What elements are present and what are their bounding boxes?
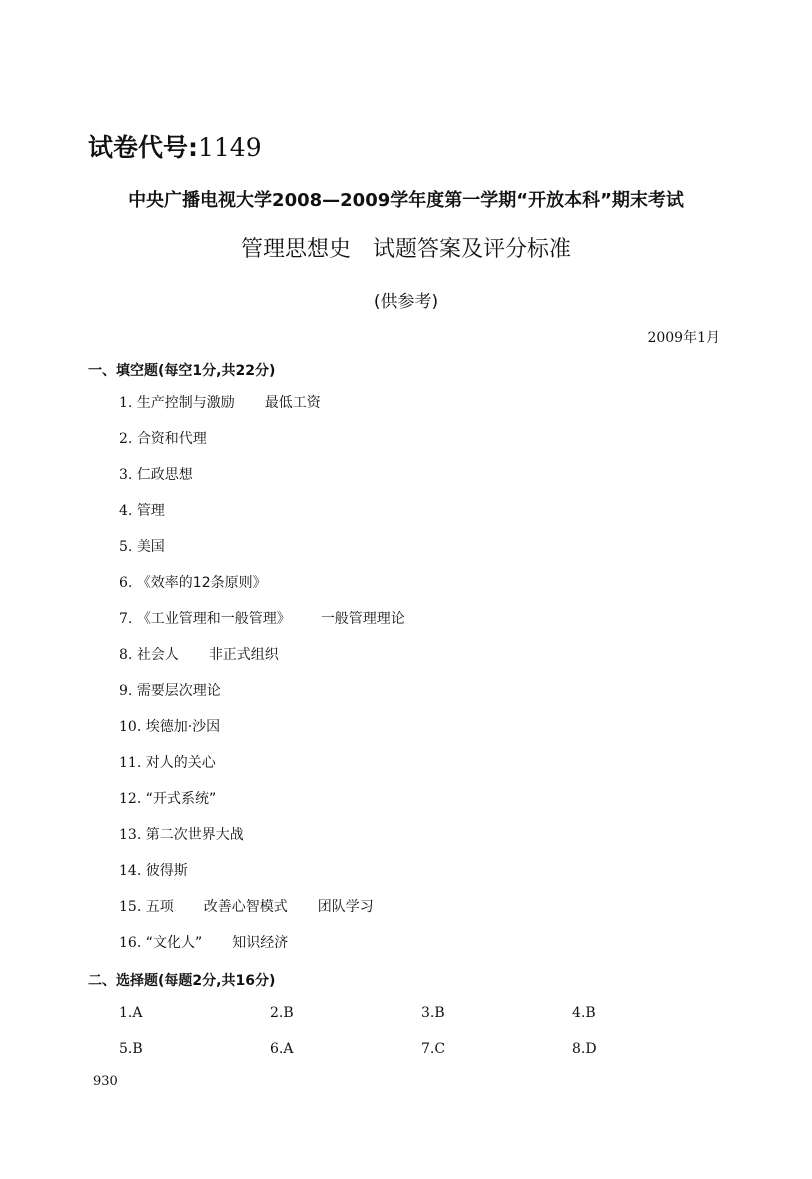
section-heading-fill-in: 一、填空题(每空1分,共22分) (88, 363, 276, 379)
document-date: 2009年1月 (647, 330, 720, 346)
answer-text: 最低工资 (264, 395, 321, 411)
answer-item (119, 573, 405, 609)
choice-answer: 8.D (572, 1041, 597, 1057)
answer-text: “开式系统” (145, 791, 217, 807)
answer-text: 需要层次理论 (136, 683, 221, 699)
answer-item (119, 933, 405, 969)
answer-text: 团队学习 (317, 899, 374, 915)
answer-item (119, 861, 405, 897)
answer-item (119, 789, 405, 825)
answer-number: 15. (119, 899, 142, 915)
answer-number: 5. (119, 539, 133, 555)
answer-number: 2. (119, 431, 133, 447)
document-subtitle: (供参考) (373, 292, 439, 312)
choice-answer-grid (119, 1005, 739, 1077)
answer-item (119, 825, 405, 861)
answer-item (119, 465, 405, 501)
fill-in-answer-list (119, 393, 405, 969)
answer-text: 美国 (136, 539, 165, 555)
answer-text: 《效率的12条原则》 (136, 575, 267, 591)
answer-number: 6. (119, 575, 133, 591)
answer-number: 7. (119, 611, 133, 627)
answer-item (119, 897, 405, 933)
choice-answer: 7.C (421, 1041, 446, 1057)
answer-number: 16. (119, 935, 142, 951)
answer-text: 社会人 (136, 647, 179, 663)
answer-text: 合资和代理 (136, 431, 207, 447)
answer-text: 一般管理理论 (320, 611, 405, 627)
answer-text: 对人的关心 (145, 755, 216, 771)
answer-item (119, 681, 405, 717)
answer-number: 1. (119, 395, 133, 411)
answer-number: 8. (119, 647, 133, 663)
answer-text: 彼得斯 (145, 863, 188, 879)
answer-number: 12. (119, 791, 142, 807)
answer-text: 改善心智模式 (203, 899, 288, 915)
exam-code-label: 试卷代号: (88, 133, 198, 162)
answer-text: 《工业管理和一般管理》 (136, 611, 291, 627)
answer-text: 非正式组织 (208, 647, 279, 663)
choice-answer: 4.B (572, 1005, 596, 1021)
answer-text: 生产控制与激励 (136, 395, 235, 411)
document-title: 管理思想史 试题答案及评分标准 (240, 237, 571, 262)
exam-code-number: 1149 (198, 133, 262, 162)
choice-answer: 5.B (119, 1041, 143, 1057)
exam-title: 中央广播电视大学2008—2009学年度第一学期“开放本科”期末考试 (128, 190, 684, 211)
answer-number: 11. (119, 755, 142, 771)
answer-text: 管理 (136, 503, 165, 519)
answer-text: 五项 (145, 899, 174, 915)
section-heading-choice: 二、选择题(每题2分,共16分) (88, 973, 276, 989)
answer-number: 3. (119, 467, 133, 483)
answer-text: 仁政思想 (136, 467, 193, 483)
answer-number: 4. (119, 503, 133, 519)
answer-item (119, 717, 405, 753)
answer-item (119, 645, 405, 681)
answer-text: 知识经济 (232, 935, 289, 951)
answer-item (119, 753, 405, 789)
answer-text: “文化人” (145, 935, 203, 951)
answer-number: 10. (119, 719, 142, 735)
answer-text: 第二次世界大战 (145, 827, 244, 843)
answer-item (119, 609, 405, 645)
answer-number: 14. (119, 863, 142, 879)
answer-item (119, 393, 405, 429)
exam-code (88, 128, 262, 164)
answer-item (119, 501, 405, 537)
answer-number: 13. (119, 827, 142, 843)
page-number: 930 (93, 1074, 118, 1089)
choice-answer: 2.B (270, 1005, 294, 1021)
answer-item (119, 537, 405, 573)
choice-row (119, 1041, 739, 1077)
choice-answer: 1.A (119, 1005, 143, 1021)
choice-answer: 6.A (270, 1041, 294, 1057)
answer-number: 9. (119, 683, 133, 699)
choice-row (119, 1005, 739, 1041)
choice-answer: 3.B (421, 1005, 445, 1021)
answer-item (119, 429, 405, 465)
answer-text: 埃德加·沙因 (145, 719, 221, 735)
